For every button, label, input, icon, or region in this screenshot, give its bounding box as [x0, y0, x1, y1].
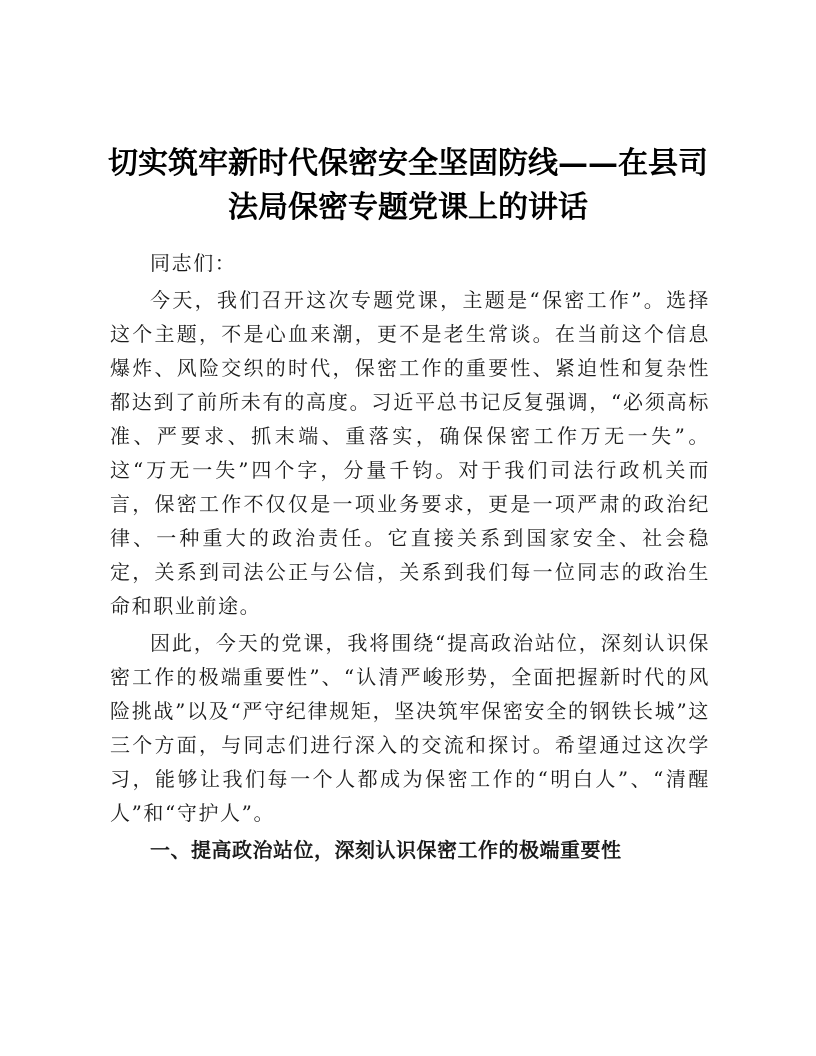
paragraph-outline: 因此，今天的党课，我将围绕“提高政治站位，深刻认识保密工作的极端重要性”、“认清严峻形势，全面把握新时代的风险挑战”以及“严守纪律规矩，坚决筑牢保密安全的钢铁长城”这三个方面，与同志们进行深入的交流和探讨。希望通过这次学习，能够让我们每一个人都成为保密工作的“明白人”、“清醒人”和“守护人”。	[110, 631, 710, 825]
document-title	[100, 142, 716, 230]
title-line-2: 法局保密专题党课上的讲话	[228, 190, 588, 225]
section-heading-1: 一、提高政治站位，深刻认识保密工作的极端重要性	[150, 838, 622, 862]
paragraph-intro: 今天，我们召开这次专题党课，主题是“保密工作”。选择这个主题，不是心血来潮，更不是老生常谈。在当前这个信息爆炸、风险交织的时代，保密工作的重要性、紧迫性和复杂性都达到了前所未有的高度。习近平总书记反复强调，“必须高标准、严要求、抓末端、重落实，确保保密工作万无一失”。这“万无一失”四个字，分量千钧。对于我们司法行政机关而言，保密工作不仅仅是一项业务要求，更是一项严肃的政治纪律、一种重大的政治责任。它直接关系到国家安全、社会稳定，关系到司法公正与公信，关系到我们每一位同志的政治生命和职业前途。	[110, 288, 710, 618]
document-body	[110, 246, 710, 870]
title-line-1: 切实筑牢新时代保密安全坚固防线——在县司	[108, 146, 708, 181]
greeting: 同志们：	[150, 251, 237, 275]
